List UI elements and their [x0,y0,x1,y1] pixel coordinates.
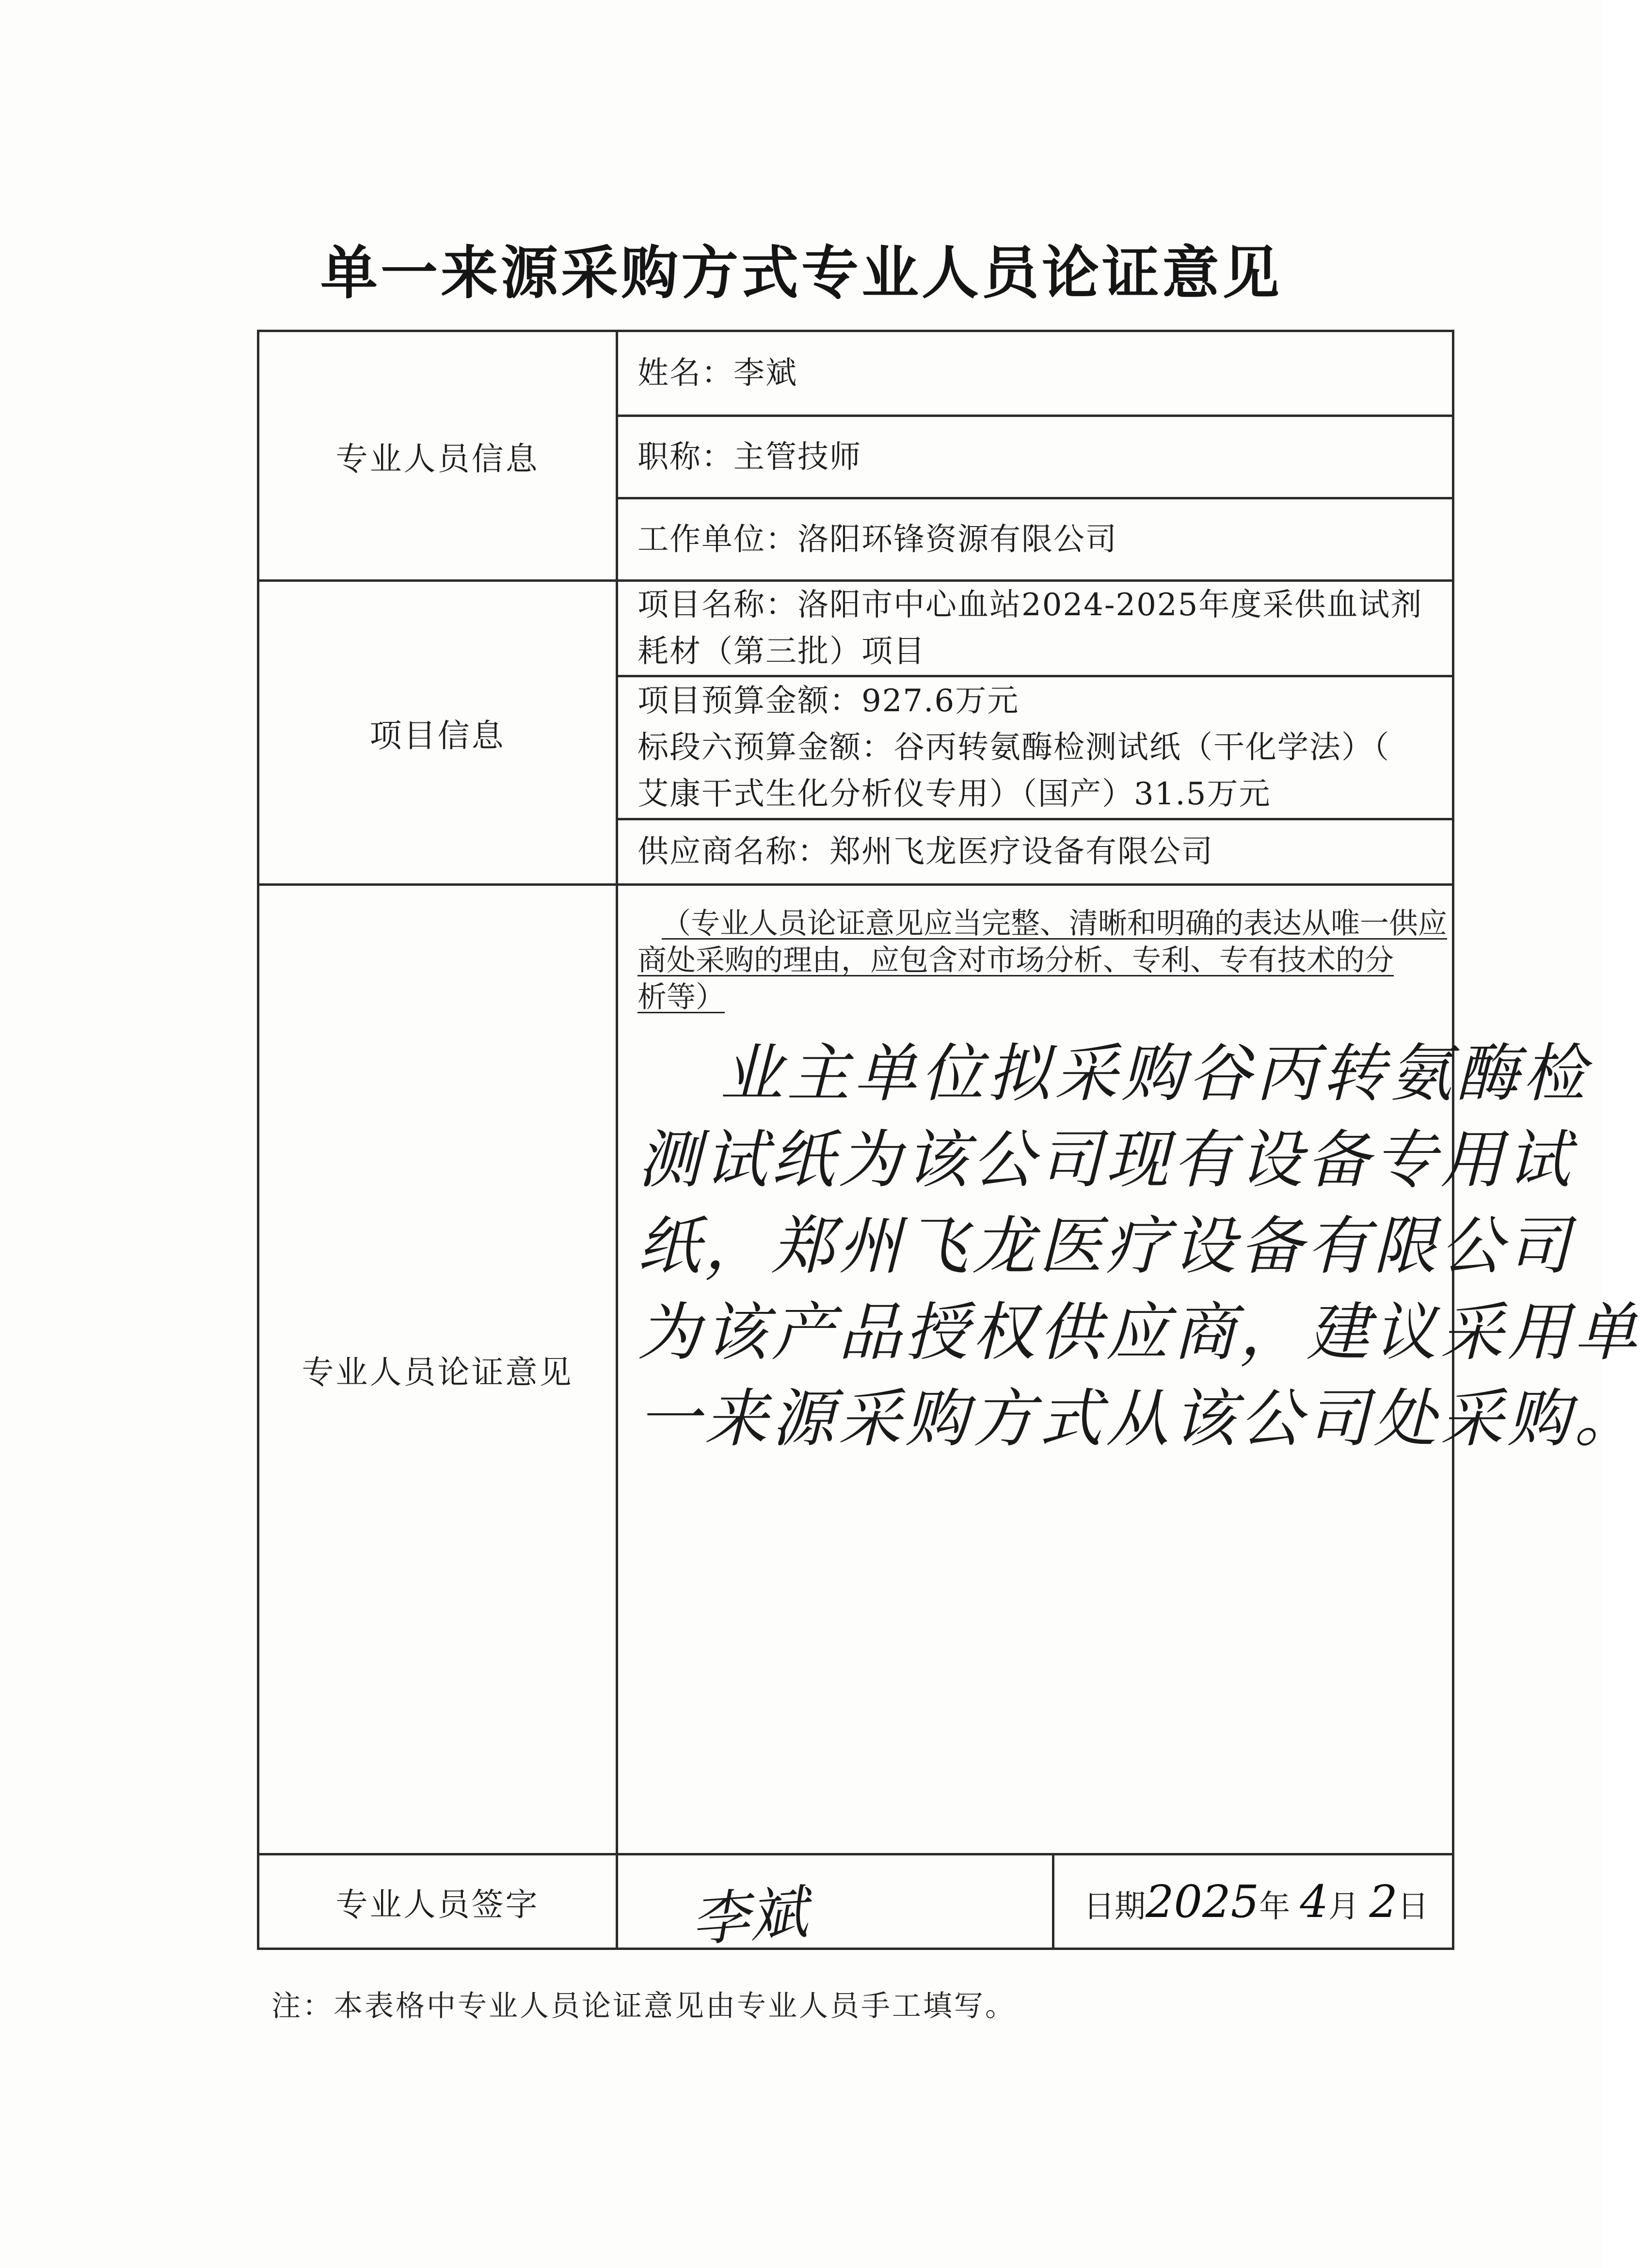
date-cell [1053,1854,1453,1949]
month-label: 月 [1328,1888,1360,1925]
footnote: 注：本表格中专业人员论证意见由专业人员手工填写。 [271,1989,1016,2023]
project-name-line2: 耗材（第三批）项目 [637,634,925,670]
project-info-label: 项目信息 [258,581,617,885]
expert-job-title [617,416,1453,498]
expert-job-title-text: 职称：主管技师 [637,439,861,475]
handwritten-line: 测试纸为该公司现有设备专用试 [637,1123,1575,1197]
signature-cell [617,1854,1053,1955]
document-title: 单一来源采购方式专业人员论证意见 [320,240,1282,306]
opinion-label: 专业人员论证意见 [258,885,617,1854]
project-budget [617,676,1453,819]
row-signature [258,1854,1453,1949]
project-name-line1: 项目名称：洛阳市中心血站2024-2025年度采供血试剂 [637,587,1423,623]
date-year: 2025 [1146,1875,1259,1928]
supplier-name [617,819,1453,885]
handwritten-line: 业主单位拟采购谷丙转氨酶检 [720,1037,1590,1110]
instruction-line: 析等） [637,980,725,1014]
expert-name-text: 姓名：李斌 [637,355,797,391]
lot-budget-line2: 艾康干式生化分析仪专用）（国产）31.5万元 [637,776,1271,812]
expert-name [617,331,1453,416]
date-label: 日期 [1083,1888,1146,1925]
date-month: 4 [1300,1875,1329,1928]
row-project-name [258,581,1453,676]
project-name [617,581,1453,676]
handwritten-signature: 李斌 [689,1879,810,1955]
project-budget-text: 项目预算金额：927.6万元 [637,683,1020,719]
handwritten-opinion [637,1030,1641,1462]
lot-budget-line1: 标段六预算金额：谷丙转氨酶检测试纸（干化学法）（ [637,730,1390,766]
signature-label: 专业人员签字 [258,1854,617,1949]
date-day: 2 [1369,1875,1398,1928]
handwritten-line: 为该产品授权供应商，建议采用单 [637,1295,1641,1369]
day-label: 日 [1397,1888,1429,1925]
opinion-content [617,885,1641,1854]
justification-form [257,330,1641,1955]
expert-employer-text: 工作单位：洛阳环锋资源有限公司 [637,521,1117,558]
instruction-line: （专业人员论证意见应当完整、清晰和明确的表达从唯一供应 [662,907,1447,941]
supplier-name-text: 供应商名称：郑州飞龙医疗设备有限公司 [637,834,1213,870]
expert-employer [617,498,1453,581]
handwritten-line: 纸，郑州飞龙医疗设备有限公司 [637,1209,1575,1283]
opinion-instruction [637,905,1447,1016]
row-opinion [258,885,1453,1854]
year-label: 年 [1259,1888,1290,1925]
row-name [258,331,1453,416]
expert-info-label: 专业人员信息 [258,331,617,581]
instruction-line: 商处采购的理由，应包含对市场分析、专利、专有技术的分 [637,943,1394,977]
handwritten-line: 一来源采购方式从该公司处采购。 [637,1382,1641,1455]
